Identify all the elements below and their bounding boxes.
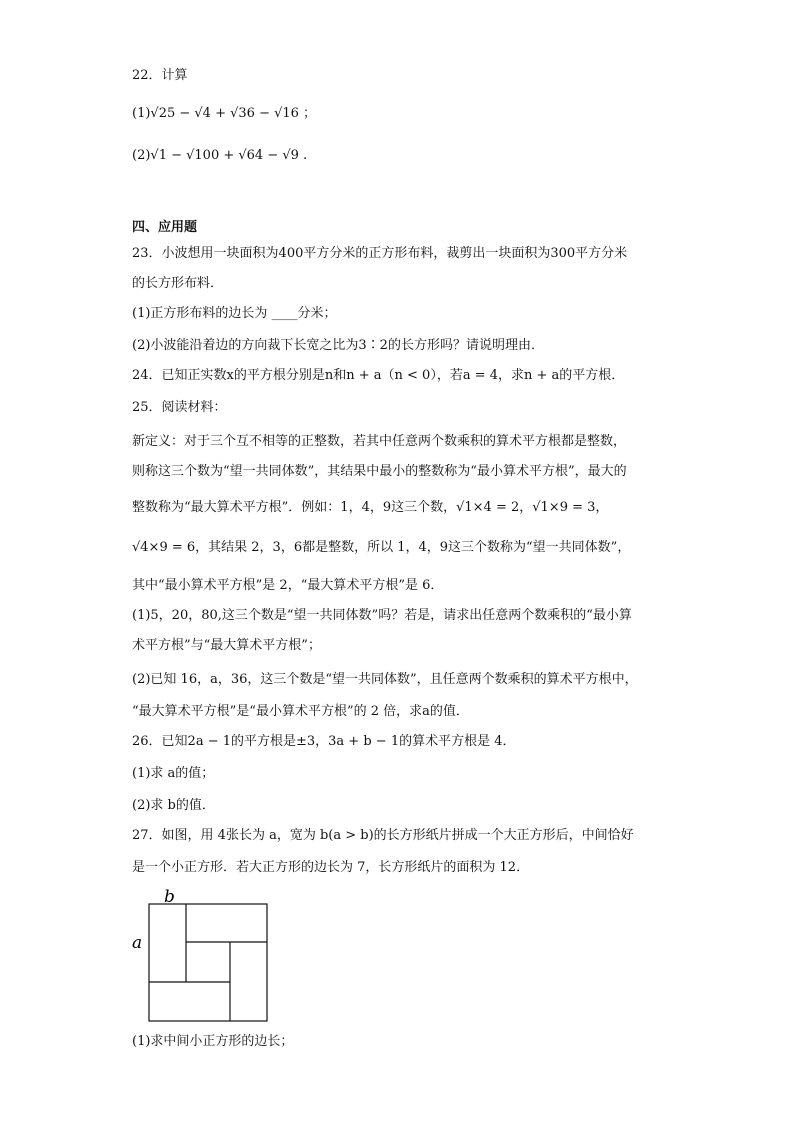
- rectangle-tiling-figure: [130, 886, 280, 1026]
- q23-line2: 的长方形布料．: [132, 276, 224, 291]
- q27-line1: 27．如图，用 4张长为 a，宽为 b(a > b)的长方形纸片拼成一个大正方形后，中间恰好: [132, 828, 634, 843]
- q22-part2: (2)√1 − √100 + √64 − √9 .: [132, 148, 308, 163]
- q25-line5: √4×9 = 6，其结果 2，3，6都是整数，所以 1，4，9这三个数称为“望一共同体数”，: [132, 540, 631, 555]
- q27-part1: (1)求中间小正方形的边长；: [132, 1034, 294, 1049]
- q25-line6: 其中“最小算术平方根”是 2，“最大算术平方根”是 6．: [132, 578, 444, 593]
- section-heading: 四、应用题: [132, 220, 198, 235]
- q26-part1: (1)求 a的值；: [132, 766, 215, 781]
- q25-part2b: “最大算术平方根”是“最小算术平方根”的 2 倍，求a的值．: [132, 704, 469, 719]
- q22-part1: (1)√25 − √4 + √36 − √16 ；: [132, 106, 317, 121]
- q23-part2: (2)小波能沿着边的方向裁下长宽之比为3∶2的长方形吗？请说明理由．: [132, 338, 544, 353]
- q25-part2a: (2)已知 16，a，36，这三个数是“望一共同体数”，且任意两个数乘积的算术平方根中，: [132, 672, 638, 687]
- big-square: [149, 904, 267, 1021]
- q26-part2: (2)求 b的值．: [132, 798, 215, 813]
- q25-line2: 新定义：对于三个互不相等的正整数，若其中任意两个数乘积的算术平方根都是整数，: [132, 434, 627, 449]
- q27-line2: 是一个小正方形．若大正方形的边长为 7，长方形纸片的面积为 12．: [132, 860, 530, 875]
- label-b: b: [164, 887, 175, 907]
- label-a: a: [132, 933, 143, 953]
- q25-line3: 则称这三个数为“望一共同体数”，其结果中最小的整数称为“最小算术平方根”，最大的: [132, 464, 627, 479]
- q25-part1a: (1)5，20，80,这三个数是“望一共同体数”吗？若是，请求出任意两个数乘积的“最小算: [132, 608, 632, 623]
- q25-line4: 整数称为“最大算术平方根”．例如：1，4，9这三个数，√1×4 = 2，√1×9 = 3，: [132, 500, 609, 515]
- q22-title: 22．计算: [132, 68, 188, 83]
- q23-line1: 23．小波想用一块面积为400平方分米的正方形布料，裁剪出一块面积为300平方分米: [132, 246, 628, 261]
- q24-line1: 24．已知正实数x的平方根分别是n和n + a（n < 0），若a = 4，求n + a的平方根．: [132, 368, 625, 383]
- q25-line1: 25．阅读材料：: [132, 400, 227, 415]
- q23-part1: (1)正方形布料的边长为 ____分米；: [132, 306, 337, 321]
- q25-part1b: 术平方根”与“最大算术平方根”；: [132, 638, 321, 653]
- q26-line1: 26．已知2a − 1的平方根是±3，3a + b − 1的算术平方根是 4．: [132, 734, 516, 749]
